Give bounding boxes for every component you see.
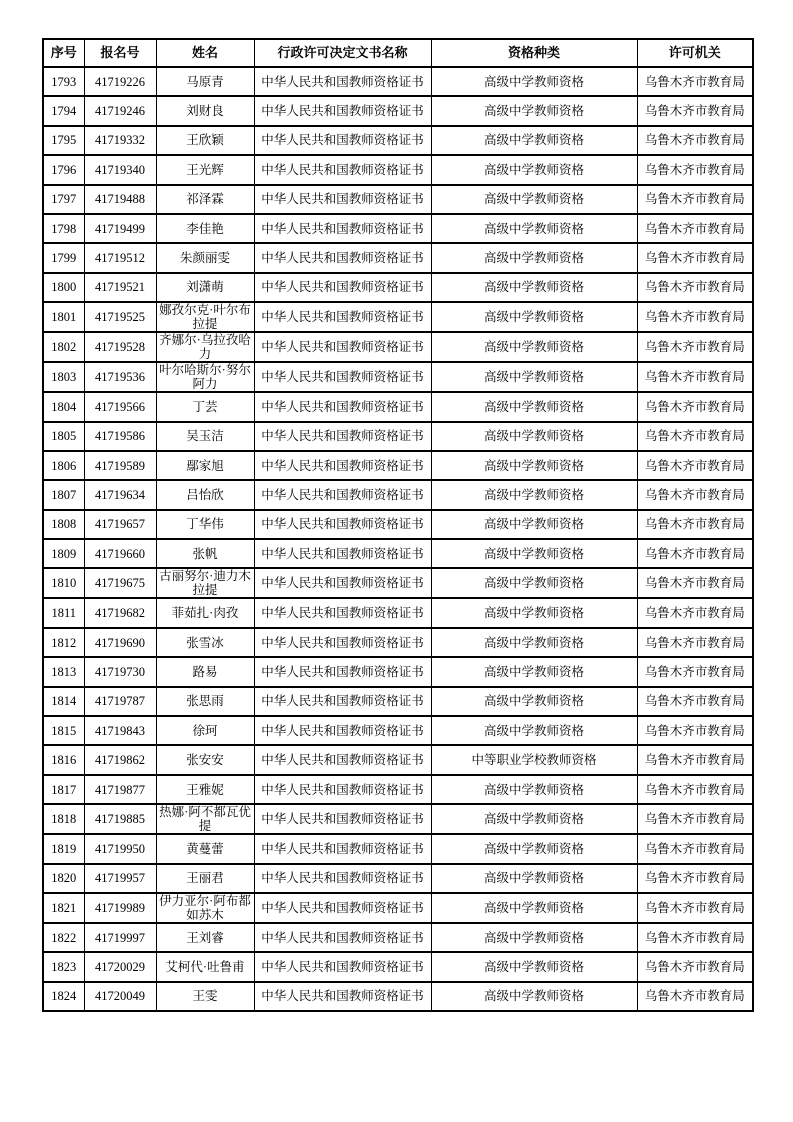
table-cell: 41719499 [84,214,156,243]
table-cell: 中华人民共和国教师资格证书 [254,422,431,451]
table-cell: 中华人民共和国教师资格证书 [254,392,431,421]
table-cell: 1807 [43,480,84,509]
table-cell: 41719332 [84,126,156,155]
table-row [43,480,753,509]
table-cell: 乌鲁木齐市教育局 [637,923,753,952]
table-row [43,923,753,952]
table-cell: 高级中学教师资格 [431,96,637,125]
table-cell: 娜孜尔克·叶尔布拉提 [156,302,254,332]
table-cell: 1810 [43,568,84,598]
table-cell: 乌鲁木齐市教育局 [637,214,753,243]
table-cell: 乌鲁木齐市教育局 [637,96,753,125]
table-cell: 路易 [156,657,254,686]
table-row [43,628,753,657]
table-cell: 中华人民共和国教师资格证书 [254,952,431,981]
table-cell: 高级中学教师资格 [431,716,637,745]
table-cell: 乌鲁木齐市教育局 [637,893,753,923]
table-cell: 中华人民共和国教师资格证书 [254,214,431,243]
table-cell: 马原青 [156,67,254,96]
table-cell: 朱颜丽雯 [156,243,254,272]
table-cell: 中华人民共和国教师资格证书 [254,864,431,893]
table-cell: 中华人民共和国教师资格证书 [254,273,431,302]
table-cell: 41719521 [84,273,156,302]
table-cell: 乌鲁木齐市教育局 [637,332,753,362]
table-cell: 乌鲁木齐市教育局 [637,126,753,155]
table-cell: 1824 [43,982,84,1011]
table-cell: 中华人民共和国教师资格证书 [254,185,431,214]
table-cell: 齐娜尔·乌拉孜哈力 [156,332,254,362]
table-cell: 乌鲁木齐市教育局 [637,510,753,539]
table-cell: 刘财良 [156,96,254,125]
table-cell: 乌鲁木齐市教育局 [637,952,753,981]
table-cell: 1823 [43,952,84,981]
table-cell: 1804 [43,392,84,421]
table-cell: 王刘睿 [156,923,254,952]
table-cell: 41719536 [84,362,156,392]
table-cell: 1819 [43,834,84,863]
table-row [43,96,753,125]
table-cell: 中华人民共和国教师资格证书 [254,243,431,272]
table-cell: 1794 [43,96,84,125]
table-cell: 高级中学教师资格 [431,982,637,1011]
table-cell: 41719634 [84,480,156,509]
table-cell: 41719682 [84,598,156,627]
table-cell: 中华人民共和国教师资格证书 [254,982,431,1011]
table-cell: 李佳艳 [156,214,254,243]
table-cell: 1811 [43,598,84,627]
table-row [43,775,753,804]
table-cell: 41719657 [84,510,156,539]
table-row [43,510,753,539]
table-cell: 高级中学教师资格 [431,657,637,686]
table-cell: 菲茹扎·肉孜 [156,598,254,627]
table-cell: 乌鲁木齐市教育局 [637,716,753,745]
table-cell: 1808 [43,510,84,539]
table-row [43,539,753,568]
table-cell: 1800 [43,273,84,302]
table-cell: 中华人民共和国教师资格证书 [254,67,431,96]
table-cell: 41719566 [84,392,156,421]
table-cell: 41719512 [84,243,156,272]
table-cell: 乌鲁木齐市教育局 [637,451,753,480]
table-cell: 41719675 [84,568,156,598]
table-cell: 1820 [43,864,84,893]
table-cell: 中华人民共和国教师资格证书 [254,745,431,774]
table-cell: 乌鲁木齐市教育局 [637,185,753,214]
table-cell: 41719488 [84,185,156,214]
table-cell: 王雯 [156,982,254,1011]
table-cell: 乌鲁木齐市教育局 [637,243,753,272]
table-cell: 高级中学教师资格 [431,687,637,716]
table-cell: 乌鲁木齐市教育局 [637,657,753,686]
table-row [43,952,753,981]
table-cell: 乌鲁木齐市教育局 [637,864,753,893]
table-cell: 1814 [43,687,84,716]
column-header: 资格种类 [431,39,637,67]
table-cell: 鄢家旭 [156,451,254,480]
table-cell: 乌鲁木齐市教育局 [637,362,753,392]
table-cell: 41719843 [84,716,156,745]
table-cell: 高级中学教师资格 [431,362,637,392]
table-row [43,834,753,863]
table-cell: 高级中学教师资格 [431,451,637,480]
table-cell: 1822 [43,923,84,952]
table-row [43,332,753,362]
table-cell: 1803 [43,362,84,392]
table-cell: 中华人民共和国教师资格证书 [254,687,431,716]
table-cell: 高级中学教师资格 [431,952,637,981]
table-cell: 乌鲁木齐市教育局 [637,982,753,1011]
table-cell: 王丽君 [156,864,254,893]
table-cell: 1796 [43,155,84,184]
table-cell: 艾柯代·吐鲁甫 [156,952,254,981]
table-cell: 乌鲁木齐市教育局 [637,67,753,96]
table-cell: 中华人民共和国教师资格证书 [254,657,431,686]
table-cell: 乌鲁木齐市教育局 [637,392,753,421]
table-cell: 中华人民共和国教师资格证书 [254,539,431,568]
table-cell: 41719957 [84,864,156,893]
table-cell: 41719226 [84,67,156,96]
table-cell: 1793 [43,67,84,96]
table-cell: 1799 [43,243,84,272]
table-row [43,598,753,627]
table-cell: 高级中学教师资格 [431,804,637,834]
table-cell: 1795 [43,126,84,155]
table-cell: 乌鲁木齐市教育局 [637,155,753,184]
table-row [43,687,753,716]
table-row [43,657,753,686]
table-cell: 高级中学教师资格 [431,243,637,272]
table-cell: 41719660 [84,539,156,568]
table-row [43,864,753,893]
column-header: 序号 [43,39,84,67]
table-cell: 乌鲁木齐市教育局 [637,687,753,716]
table-cell: 乌鲁木齐市教育局 [637,745,753,774]
table-cell: 乌鲁木齐市教育局 [637,628,753,657]
table-cell: 1797 [43,185,84,214]
table-row [43,568,753,598]
table-cell: 1806 [43,451,84,480]
table-cell: 中华人民共和国教师资格证书 [254,893,431,923]
table-cell: 中华人民共和国教师资格证书 [254,96,431,125]
table-body [43,67,753,1011]
table-cell: 中华人民共和国教师资格证书 [254,126,431,155]
table-cell: 1801 [43,302,84,332]
table-cell: 41719787 [84,687,156,716]
table-cell: 高级中学教师资格 [431,480,637,509]
table-cell: 乌鲁木齐市教育局 [637,480,753,509]
table-cell: 古丽努尔·迪力木拉提 [156,568,254,598]
table-cell: 黄蔓蕾 [156,834,254,863]
table-cell: 中华人民共和国教师资格证书 [254,716,431,745]
table-cell: 吴玉洁 [156,422,254,451]
table-header [43,39,753,67]
table-cell: 张安安 [156,745,254,774]
table-cell: 伊力亚尔·阿布都如苏木 [156,893,254,923]
table-cell: 中华人民共和国教师资格证书 [254,628,431,657]
table-cell: 中华人民共和国教师资格证书 [254,598,431,627]
table-cell: 乌鲁木齐市教育局 [637,273,753,302]
table-row [43,362,753,392]
table-row [43,273,753,302]
table-cell: 高级中学教师资格 [431,628,637,657]
table-cell: 高级中学教师资格 [431,422,637,451]
table-cell: 祁泽霖 [156,185,254,214]
table-cell: 叶尔哈斯尔·努尔阿力 [156,362,254,392]
column-header: 行政许可决定文书名称 [254,39,431,67]
table-row [43,392,753,421]
table-cell: 高级中学教师资格 [431,155,637,184]
table-cell: 41719997 [84,923,156,952]
table-cell: 张思雨 [156,687,254,716]
table-cell: 中华人民共和国教师资格证书 [254,510,431,539]
table-cell: 高级中学教师资格 [431,923,637,952]
table-cell: 1815 [43,716,84,745]
table-cell: 乌鲁木齐市教育局 [637,422,753,451]
table-row [43,745,753,774]
table-cell: 1798 [43,214,84,243]
table-cell: 乌鲁木齐市教育局 [637,775,753,804]
table-cell: 中华人民共和国教师资格证书 [254,923,431,952]
table-cell: 乌鲁木齐市教育局 [637,598,753,627]
table-cell: 41719528 [84,332,156,362]
table-cell: 高级中学教师资格 [431,185,637,214]
table-row [43,422,753,451]
table-cell: 乌鲁木齐市教育局 [637,834,753,863]
table-cell: 41720029 [84,952,156,981]
table-cell: 高级中学教师资格 [431,67,637,96]
table-cell: 41719862 [84,745,156,774]
table-cell: 41719885 [84,804,156,834]
table-cell: 中华人民共和国教师资格证书 [254,480,431,509]
table-cell: 41720049 [84,982,156,1011]
table-cell: 1805 [43,422,84,451]
table-row [43,126,753,155]
table-cell: 41719525 [84,302,156,332]
table-cell: 中华人民共和国教师资格证书 [254,834,431,863]
table-cell: 高级中学教师资格 [431,273,637,302]
table-row [43,243,753,272]
table-cell: 吕怡欣 [156,480,254,509]
table-row [43,302,753,332]
table-row [43,67,753,96]
table-cell: 高级中学教师资格 [431,302,637,332]
table-cell: 乌鲁木齐市教育局 [637,804,753,834]
table-row [43,185,753,214]
table-cell: 1813 [43,657,84,686]
teacher-license-table [42,38,754,1012]
table-cell: 1809 [43,539,84,568]
table-cell: 中华人民共和国教师资格证书 [254,302,431,332]
table-cell: 41719989 [84,893,156,923]
table-cell: 刘潇萌 [156,273,254,302]
table-cell: 高级中学教师资格 [431,834,637,863]
table-cell: 乌鲁木齐市教育局 [637,302,753,332]
table-row [43,982,753,1011]
table-cell: 41719340 [84,155,156,184]
table-cell: 1818 [43,804,84,834]
table-cell: 1802 [43,332,84,362]
table-cell: 41719246 [84,96,156,125]
table-cell: 1821 [43,893,84,923]
table-cell: 1812 [43,628,84,657]
table-cell: 41719589 [84,451,156,480]
table-cell: 1816 [43,745,84,774]
table-cell: 41719586 [84,422,156,451]
column-header: 许可机关 [637,39,753,67]
table-cell: 41719877 [84,775,156,804]
table-cell: 王光辉 [156,155,254,184]
column-header: 报名号 [84,39,156,67]
column-header: 姓名 [156,39,254,67]
table-cell: 丁华伟 [156,510,254,539]
table-cell: 热娜·阿不都瓦优提 [156,804,254,834]
table-cell: 高级中学教师资格 [431,775,637,804]
table-cell: 中华人民共和国教师资格证书 [254,804,431,834]
table-cell: 高级中学教师资格 [431,539,637,568]
table-cell: 中等职业学校教师资格 [431,745,637,774]
table-cell: 乌鲁木齐市教育局 [637,539,753,568]
table-header-row [43,39,753,67]
table-cell: 高级中学教师资格 [431,568,637,598]
table-cell: 41719730 [84,657,156,686]
table-row [43,716,753,745]
table-cell: 中华人民共和国教师资格证书 [254,568,431,598]
table-cell: 高级中学教师资格 [431,392,637,421]
table-cell: 高级中学教师资格 [431,598,637,627]
table-row [43,451,753,480]
table-cell: 1817 [43,775,84,804]
table-cell: 王欣颖 [156,126,254,155]
table-cell: 张雪冰 [156,628,254,657]
table-row [43,893,753,923]
table-cell: 41719690 [84,628,156,657]
table-cell: 高级中学教师资格 [431,214,637,243]
table-cell: 乌鲁木齐市教育局 [637,568,753,598]
table-cell: 中华人民共和国教师资格证书 [254,155,431,184]
table-cell: 高级中学教师资格 [431,893,637,923]
table-cell: 中华人民共和国教师资格证书 [254,451,431,480]
table-row [43,155,753,184]
table-cell: 高级中学教师资格 [431,864,637,893]
table-cell: 高级中学教师资格 [431,510,637,539]
table-cell: 中华人民共和国教师资格证书 [254,775,431,804]
table-cell: 高级中学教师资格 [431,332,637,362]
table-cell: 丁芸 [156,392,254,421]
table-row [43,214,753,243]
table-cell: 张帆 [156,539,254,568]
table-row [43,804,753,834]
table-cell: 中华人民共和国教师资格证书 [254,362,431,392]
table-cell: 徐珂 [156,716,254,745]
table-cell: 41719950 [84,834,156,863]
table-cell: 王雅妮 [156,775,254,804]
table-cell: 高级中学教师资格 [431,126,637,155]
table-cell: 中华人民共和国教师资格证书 [254,332,431,362]
